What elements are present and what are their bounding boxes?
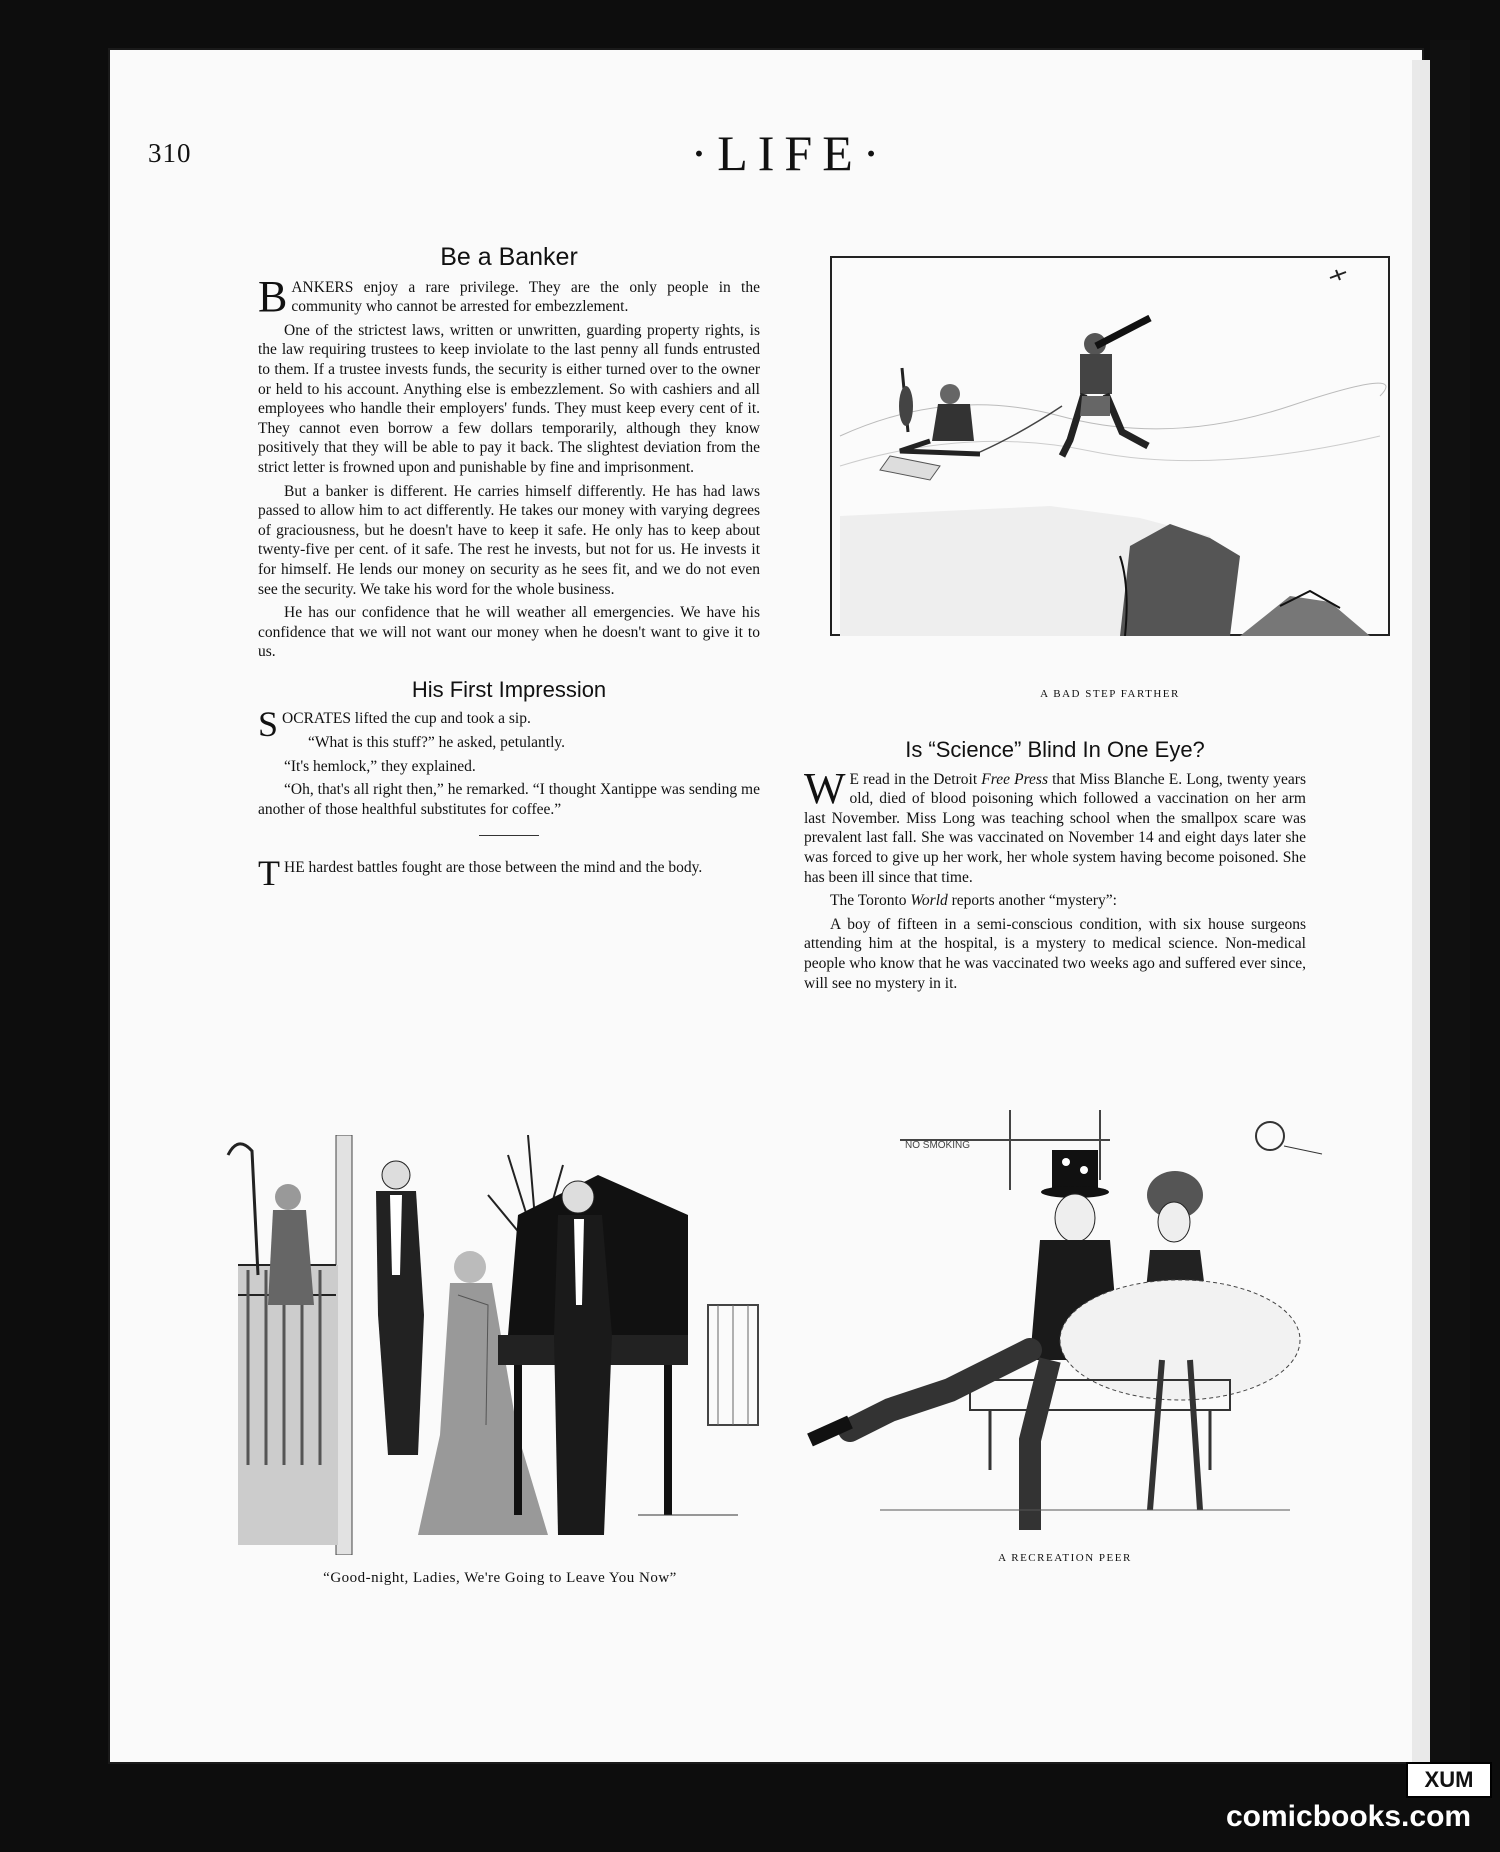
socrates-line-1: SOCRATES lifted the cup and took a sip. <box>258 704 531 745</box>
xum-tag: XUM <box>1406 1762 1492 1798</box>
recreation-peer-illustration <box>770 1110 1370 1570</box>
banker-paragraph-4: He has our confidence that he will weather all emergencies. We have his confidence that we will not want our money when he doesn't want to give it to us. <box>258 604 760 661</box>
page-number: 310 <box>148 138 192 168</box>
science-paragraph-3: A boy of fifteen in a semi-conscious condition, with six house surgeons attending him at the hospital, is a mystery to medical science. Non-medical people who know that he was vaccinated two weeks ago and suffered ever since, will see no mystery in it. <box>804 915 1306 992</box>
battles-paragraph: THE hardest battles fought are those between the mind and the body. <box>258 853 703 894</box>
socrates-line-2: “What is this stuff?” he asked, petulantly. <box>308 734 565 752</box>
banker-paragraph-2: One of the strictest laws, written or unwritten, guarding property rights, is the law requiring trustees to keep inviolate to the last penny all funds entrusted to them. If a trustee invests funds, the security is either turned over to the owner or held to his account. Anything else is embezzlement. So with cashiers and all employees who handle their employers' funds. They must keep every cent of it. They cannot even borrow a few dollars temporarily, although they know positively that they will be able to pay it back. The slightest deviation from the strict letter is frowned upon and punishable by fine and imprisonment. <box>258 321 760 476</box>
banker-title: Be a Banker <box>440 243 578 271</box>
divider <box>479 835 539 836</box>
no-smoking-sign: NO SMOKING <box>905 1140 971 1151</box>
bad-step-illustration <box>830 256 1390 636</box>
recreation-peer-caption: A RECREATION PEER <box>998 1552 1132 1564</box>
science-paragraph-2: The Toronto World reports another “mystery”: <box>830 892 1117 910</box>
neighbor-page-edge <box>1430 40 1470 1762</box>
socrates-line-3: “It's hemlock,” they explained. <box>284 757 476 775</box>
right-column <box>804 737 1306 997</box>
page-gutter <box>1412 60 1430 1762</box>
site-watermark: comicbooks.com <box>1226 1800 1472 1833</box>
piano-caption: “Good-night, Ladies, We're Going to Leave You Now” <box>323 1570 677 1586</box>
dropcap: S <box>258 704 279 745</box>
bad-step-caption: A BAD STEP FARTHER <box>1040 688 1180 700</box>
banker-paragraph-1: BANKERS enjoy a rare privilege. They are the only people in the community who cannot be arrested for embezzlement. <box>258 271 760 321</box>
masthead: ·LIFE· <box>690 125 890 181</box>
socrates-title: His First Impression <box>411 676 607 702</box>
science-paragraph-1: W E read in the Detroit Free Press that Miss Blanche E. Long, twenty years old, died of blood poisoning which followed a vaccination on her arm last November. Miss Long was teaching school when the smallpox scare was prevalent last fall. She was vaccinated on November 14 and eight days later she was forced to give up her work, her whole system having become poisoned. She has been ill since that time. <box>804 763 1306 886</box>
dropcap: B <box>258 271 288 321</box>
left-column <box>258 243 760 894</box>
dropcap: W <box>804 763 846 813</box>
science-title: Is “Science” Blind In One Eye? <box>905 737 1205 762</box>
socrates-line-4: “Oh, that's all right then,” he remarked. “I thought Xantippe was sending me another of those healthful substitutes for coffee.” <box>258 781 760 818</box>
dropcap: T <box>258 853 280 894</box>
piano-illustration <box>218 1135 778 1555</box>
banker-paragraph-3: But a banker is different. He carries himself differently. He has had laws passed to allow him to act differently. He takes our money with varying degrees of graciousness, but he doesn't have to keep it safe. He only has to keep about twenty-five per cent. of it safe. The rest he invests, but not for us. He invests it for himself. He lends our money on security as he sees fit, and we do not even see the security. We take his word for the whole business. <box>258 482 760 598</box>
